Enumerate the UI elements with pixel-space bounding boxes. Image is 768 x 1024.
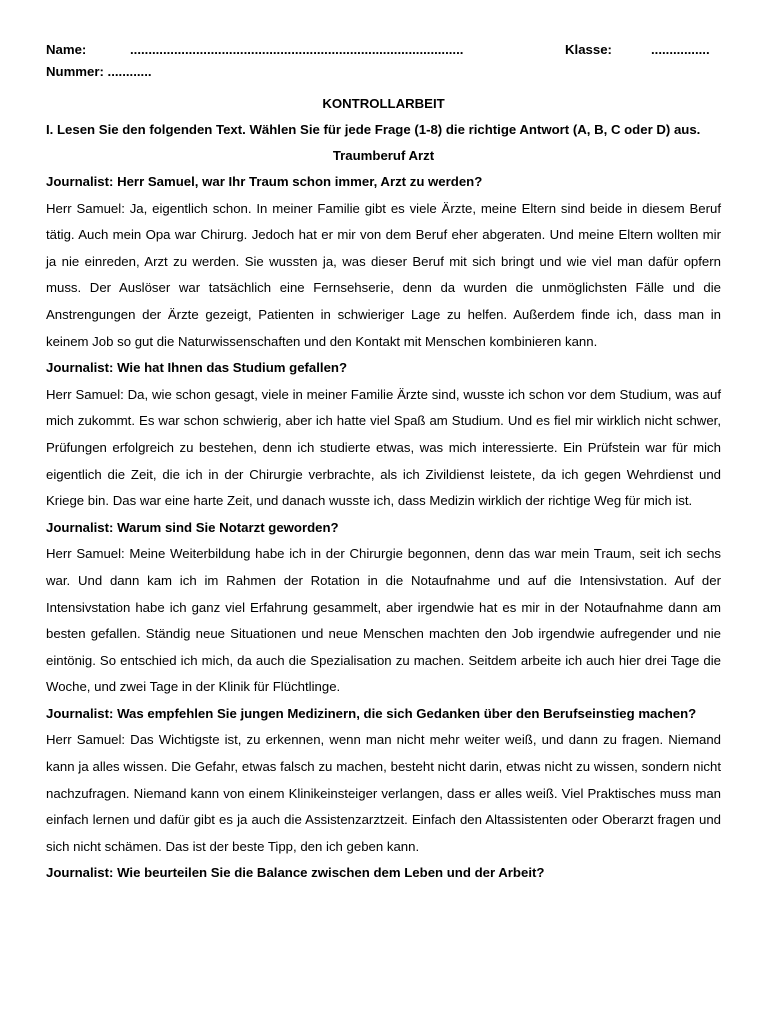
interview-question-3: Journalist: Warum sind Sie Notarzt geworden? bbox=[46, 519, 339, 535]
interview-question-5: Journalist: Wie beurteilen Sie die Balance zwischen dem Leben und der Arbeit? bbox=[46, 865, 545, 881]
interview-answer-2: Herr Samuel: Da, wie schon gesagt, viele in meiner Familie Ärzte sind, wusste ich schon vor dem Studium, was auf mich zukommt. Es war schon schwierig, aber ich hatte viel Spaß am Studium. Und es fiel mir wirklich nicht schwer, Prüfungen erfolgreich zu bestehen, denn ich studierte etwas, was mich interessierte. Ein Prüfstein war für mich eigentlich die Zeit, die ich in der Chirurgie verbrachte, als ich Zivildienst leistete, da ich gegen Wehrdienst und Kriege bin. Das war eine harte Zeit, und danach wusste ich, dass Medizin wirklich der richtige Weg für mich ist. bbox=[46, 386, 721, 509]
interview-answer-3: Herr Samuel: Meine Weiterbildung habe ich in der Chirurgie begonnen, denn das war mein Traum, seit ich sechs war. Und dann kam ich im Rahmen der Rotation in die Notaufnahme und auf die Intensivstation. Auf der Intensivstation habe ich ganz viel Erfahrung gesammelt, aber irgendwie hat es mir in der Notaufnahme dann am besten gefallen. Ständig neue Situationen und neue Menschen machten den Job irgendwie aufregender und nie eintönig. So entschied ich mich, da auch die Spezialisation zu machen. Seitdem arbeite ich auch hier drei Tage die Woche, und zwei Tage in der Klinik für Flüchtlinge. bbox=[46, 546, 721, 695]
interview-answer-4: Herr Samuel: Das Wichtigste ist, zu erkennen, wenn man nicht mehr weiter weiß, und dann zu fragen. Niemand kann ja alles wissen. Die Gefahr, etwas falsch zu machen, besteht nicht darin, etwas nicht zu wissen, sondern nicht nachzufragen. Niemand kann von einem Klinikeinsteiger verlangen, dass er alles weiß. Viel Praktisches muss man einfach lernen und dafür gibt es ja auch die Assistenzarztzeit. Einfach den Altassistenten oder Oberarzt fragen und sich nicht schämen. Das ist der beste Tipp, den ich geben kann. bbox=[46, 732, 721, 854]
name-field: ........................................................................................... bbox=[130, 42, 464, 57]
interview-question-2: Journalist: Wie hat Ihnen das Studium gefallen? bbox=[46, 360, 348, 376]
interview-question-1: Journalist: Herr Samuel, war Ihr Traum schon immer, Arzt zu werden? bbox=[46, 174, 483, 189]
interview-answer-1: Herr Samuel: Ja, eigentlich schon. In meiner Familie gibt es viele Ärzte, meine Eltern sind beide in diesem Beruf tätig. Auch mein Opa war Chirurg. Jedoch hat er mir von dem Beruf eher abgeraten. Und meine Eltern wollten mir ja nie einreden, Arzt zu werden. Sie wussten ja, was dieser Beruf mit sich bringt und wie viel man dafür opfern muss. Der Auslöser war tatsächlich eine Fernsehserie, denn da wurden die unmöglichsten Fälle und die Anstrengungen der Ärzte gezeigt, Patienten in schwieriger Lage zu helfen. Außerdem finde ich, dass man in keinem Job so gut die Naturwissenschaften und den Kontakt mit Menschen kombinieren kann. bbox=[46, 200, 721, 349]
text-title: Traumberuf Arzt bbox=[332, 148, 435, 163]
class-field: ................ bbox=[651, 42, 710, 57]
task-instruction: I. Lesen Sie den folgenden Text. Wählen Sie für jede Frage (1-8) die richtige Antwort (A, B, C oder D) aus. bbox=[46, 122, 701, 137]
worksheet-page bbox=[46, 42, 721, 887]
number-field: Nummer: ............ bbox=[46, 64, 152, 79]
name-label: Name: bbox=[46, 42, 87, 57]
class-label: Klasse: bbox=[565, 42, 612, 57]
header-row bbox=[46, 42, 721, 64]
page-title: KONTROLLARBEIT bbox=[322, 96, 445, 111]
interview-question-4: Journalist: Was empfehlen Sie jungen Medizinern, die sich Gedanken über den Berufseinstieg machen? bbox=[46, 705, 697, 721]
